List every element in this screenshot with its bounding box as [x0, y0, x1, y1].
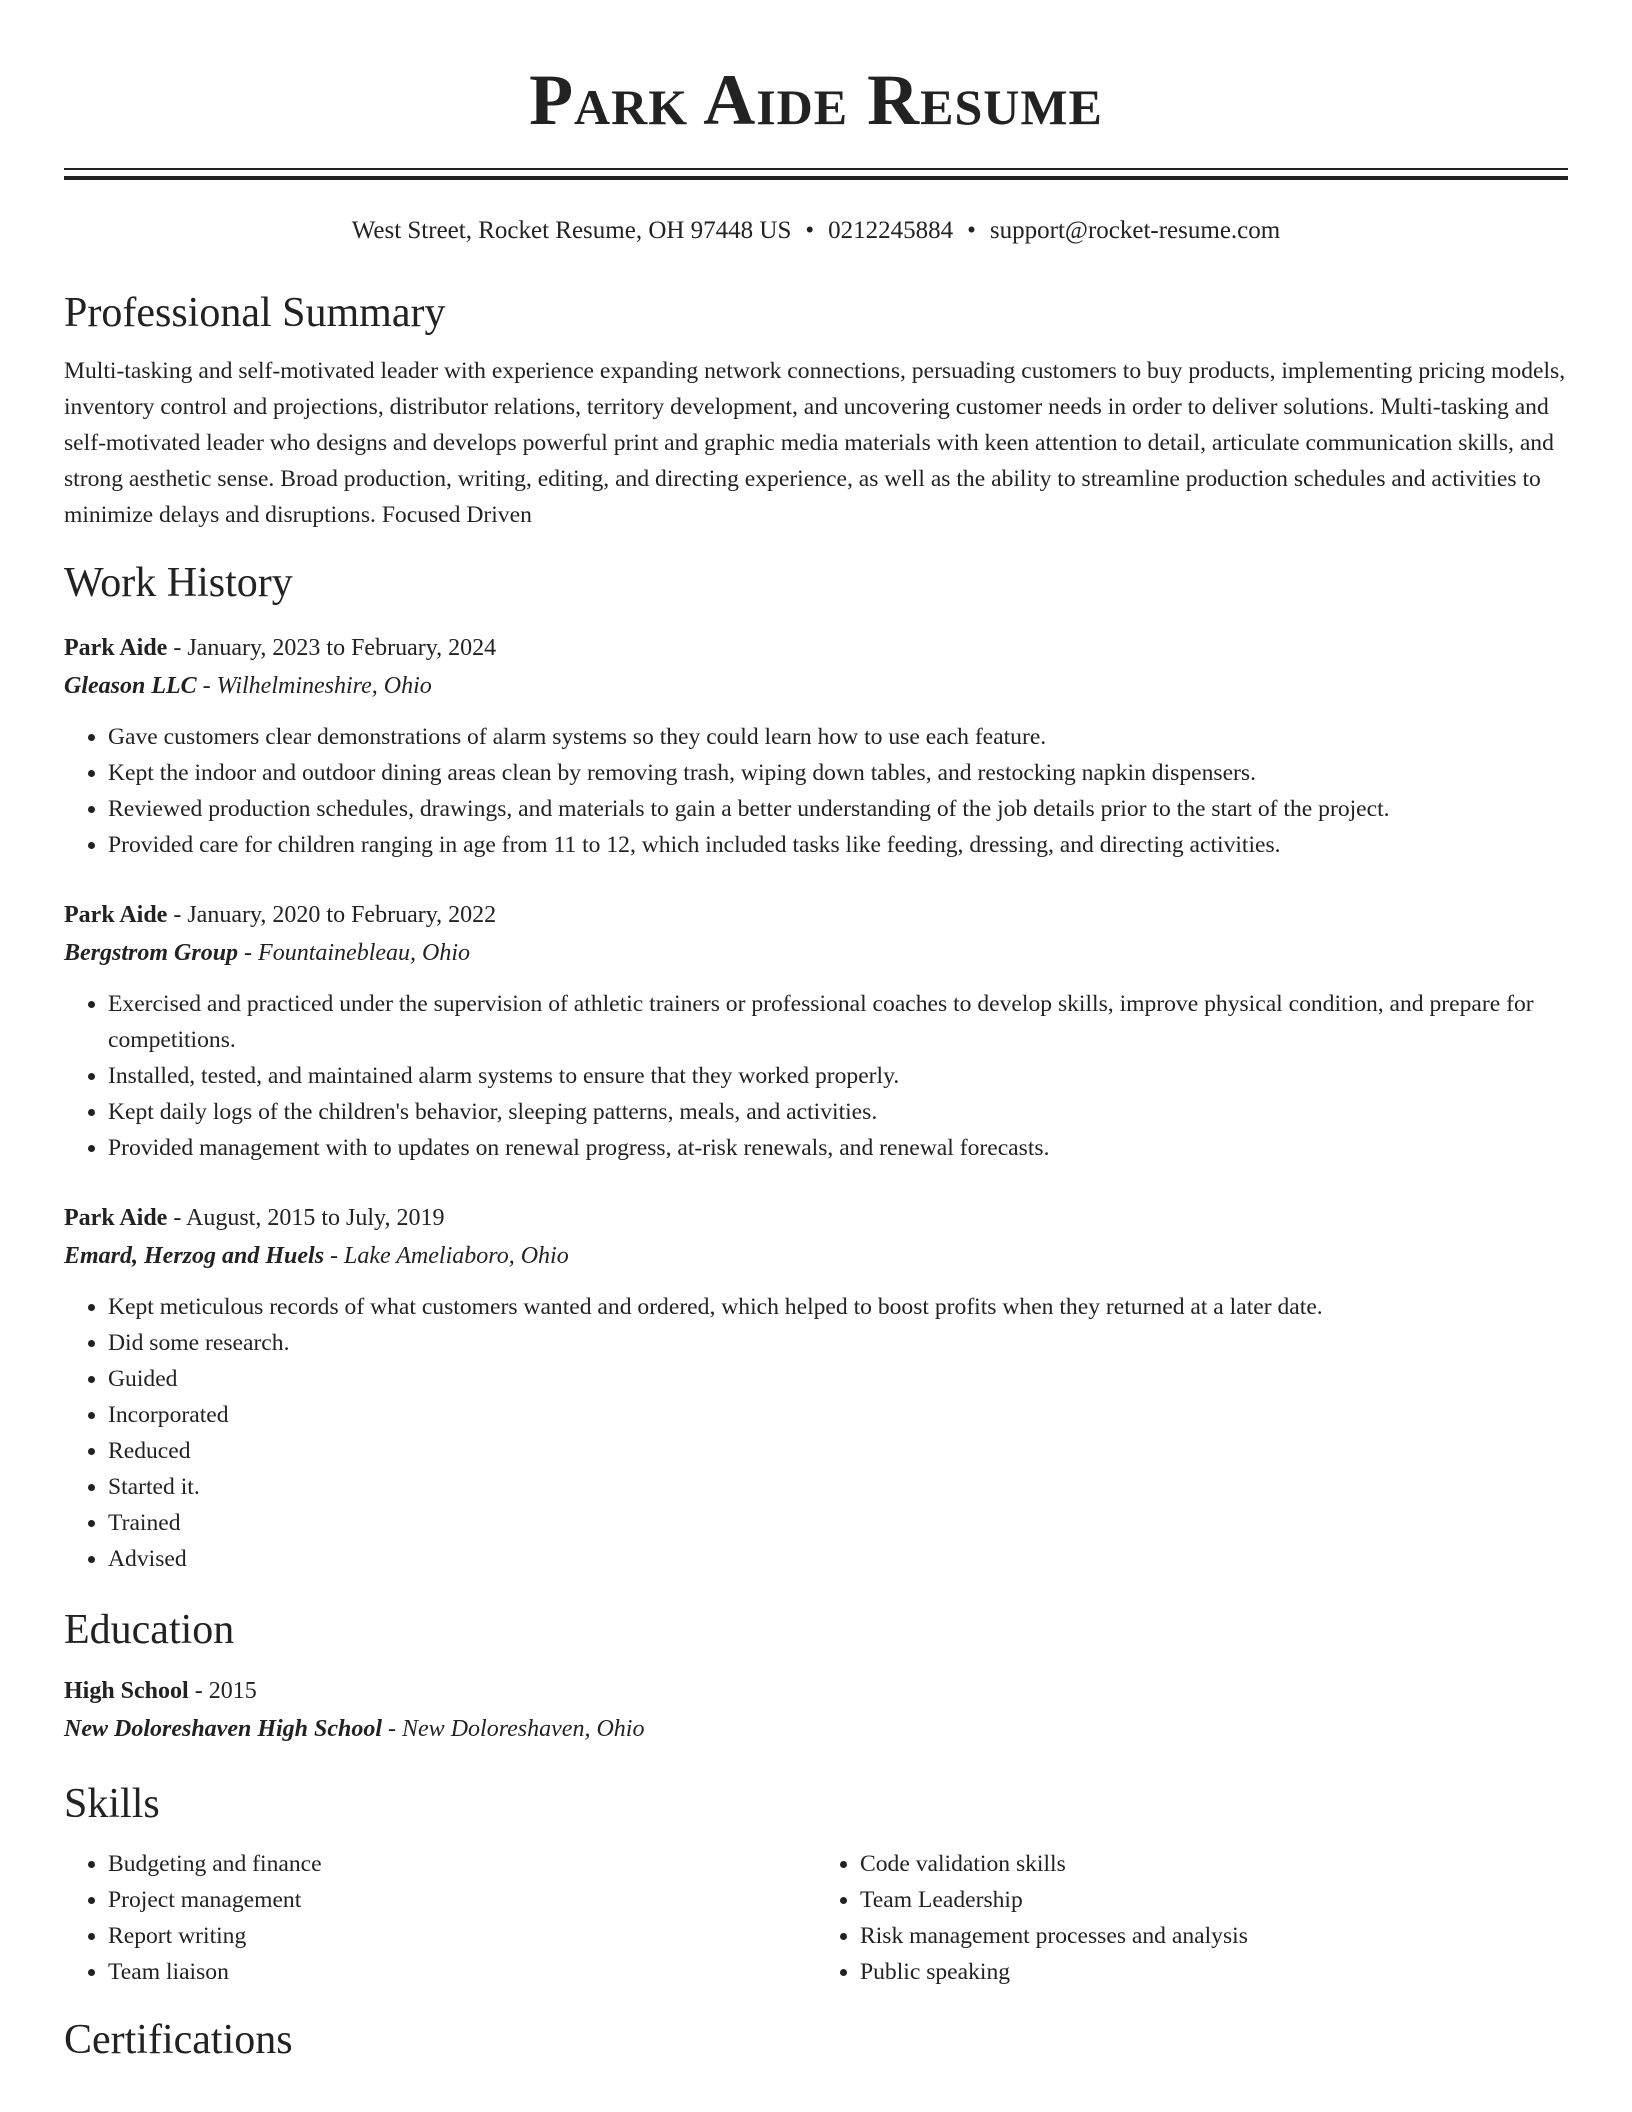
contact-separator: •: [967, 217, 976, 244]
school-line: [64, 1710, 1568, 1748]
job-entry: [64, 896, 1568, 1166]
list-item: • Trained: [108, 1505, 1568, 1541]
list-item: • Reviewed production schedules, drawings, and materials to gain a better understanding of the job details prior to the start of the project.: [108, 791, 1568, 827]
job-entry: [64, 1199, 1568, 1577]
job-title-line: [64, 1199, 1568, 1237]
skill-item: • Report writing: [108, 1918, 816, 1954]
skills-right-column: [816, 1846, 1568, 1990]
job-title-line: [64, 629, 1568, 667]
summary-text: Multi-tasking and self-motivated leader with experience expanding network connections, persuading customers to buy products, implementing pricing models, inventory control and projections, distributor relations, territory development, and uncovering customer needs in order to deliver solutions. Multi-tasking and self-motivated leader who designs and develops powerful print and graphic media materials with keen attention to detail, articulate communication skills, and strong aesthetic sense. Broad production, writing, editing, and directing experience, as well as the ability to streamline production schedules and activities to minimize delays and disruptions. Focused Driven: [64, 358, 1566, 528]
employer-location: - Wilhelmineshire, Ohio: [196, 673, 432, 699]
skill-item: • Risk management processes and analysis: [860, 1918, 1568, 1954]
list-item: • Did some research.: [108, 1325, 1568, 1361]
degree: High School: [64, 1678, 189, 1704]
education-heading: Education: [64, 1607, 235, 1653]
job-dates: - August, 2015 to July, 2019: [167, 1205, 445, 1231]
skill-item: • Budgeting and finance: [108, 1846, 816, 1882]
job-bullets: [64, 1289, 1568, 1577]
job-title: Park Aide: [64, 635, 168, 661]
skill-item: • Project management: [108, 1882, 816, 1918]
job-bullets: [64, 719, 1568, 863]
school-location: - New Doloreshaven, Ohio: [382, 1716, 645, 1742]
list-item: • Advised: [108, 1541, 1568, 1577]
list-item: • Provided care for children ranging in age from 11 to 12, which included tasks like feeding, dressing, and directing activities.: [108, 827, 1568, 863]
title-rule-thick: [64, 176, 1568, 180]
job-dates: - January, 2023 to February, 2024: [167, 635, 497, 661]
list-item: • Kept the indoor and outdoor dining areas clean by removing trash, wiping down tables, and restocking napkin dispensers.: [108, 755, 1568, 791]
education-entry: [64, 1672, 1568, 1748]
list-item: • Started it.: [108, 1469, 1568, 1505]
employer-location: - Lake Ameliaboro, Ohio: [324, 1243, 569, 1269]
skills-left-column: [64, 1846, 816, 1990]
employer-line: [64, 667, 1568, 705]
list-item: • Exercised and practiced under the supervision of athletic trainers or professional coaches to develop skills, improve physical condition, and prepare for competitions.: [108, 986, 1568, 1058]
list-item: • Incorporated: [108, 1397, 1568, 1433]
job-entry: [64, 629, 1568, 863]
skill-item: • Team Leadership: [860, 1882, 1568, 1918]
job-title-line: [64, 896, 1568, 934]
degree-line: [64, 1672, 1568, 1710]
skill-item: • Team liaison: [108, 1954, 816, 1990]
list-item: • Reduced: [108, 1433, 1568, 1469]
contact-line: [64, 215, 1568, 247]
skills-columns: [64, 1846, 1568, 1990]
title-rule-thin: [64, 168, 1568, 170]
skills-heading: Skills: [64, 1781, 160, 1827]
school-name: New Doloreshaven High School: [64, 1716, 383, 1742]
certifications-heading: Certifications: [64, 2017, 293, 2063]
resume-title: Park Aide Resume: [529, 60, 1103, 140]
work-history-heading: Work History: [64, 560, 293, 606]
employer-name: Gleason LLC: [64, 673, 197, 699]
skill-item: • Public speaking: [860, 1954, 1568, 1990]
contact-address: West Street, Rocket Resume, OH 97448 US: [351, 217, 792, 244]
list-item: • Installed, tested, and maintained alarm systems to ensure that they worked properly.: [108, 1058, 1568, 1094]
skill-item: • Code validation skills: [860, 1846, 1568, 1882]
job-dates: - January, 2020 to February, 2022: [167, 902, 497, 928]
contact-separator: •: [805, 217, 815, 244]
contact-email: support@rocket-resume.com: [989, 217, 1281, 244]
employer-line: [64, 1237, 1568, 1275]
contact-phone: 0212245884: [828, 217, 954, 244]
list-item: • Gave customers clear demonstrations of alarm systems so they could learn how to use each feature.: [108, 719, 1568, 755]
job-title: Park Aide: [64, 902, 168, 928]
job-bullets: [64, 986, 1568, 1166]
summary-heading: Professional Summary: [64, 290, 446, 336]
job-title: Park Aide: [64, 1205, 168, 1231]
employer-name: Bergstrom Group: [64, 940, 239, 966]
list-item: • Guided: [108, 1361, 1568, 1397]
employer-location: - Fountainebleau, Ohio: [238, 940, 471, 966]
employer-line: [64, 934, 1568, 972]
list-item: • Kept daily logs of the children's behavior, sleeping patterns, meals, and activities.: [108, 1094, 1568, 1130]
list-item: • Kept meticulous records of what customers wanted and ordered, which helped to boost profits when they returned at a later date.: [108, 1289, 1568, 1325]
graduation-year: - 2015: [188, 1678, 257, 1704]
list-item: • Provided management with to updates on renewal progress, at-risk renewals, and renewal forecasts.: [108, 1130, 1568, 1166]
employer-name: Emard, Herzog and Huels: [64, 1243, 325, 1269]
